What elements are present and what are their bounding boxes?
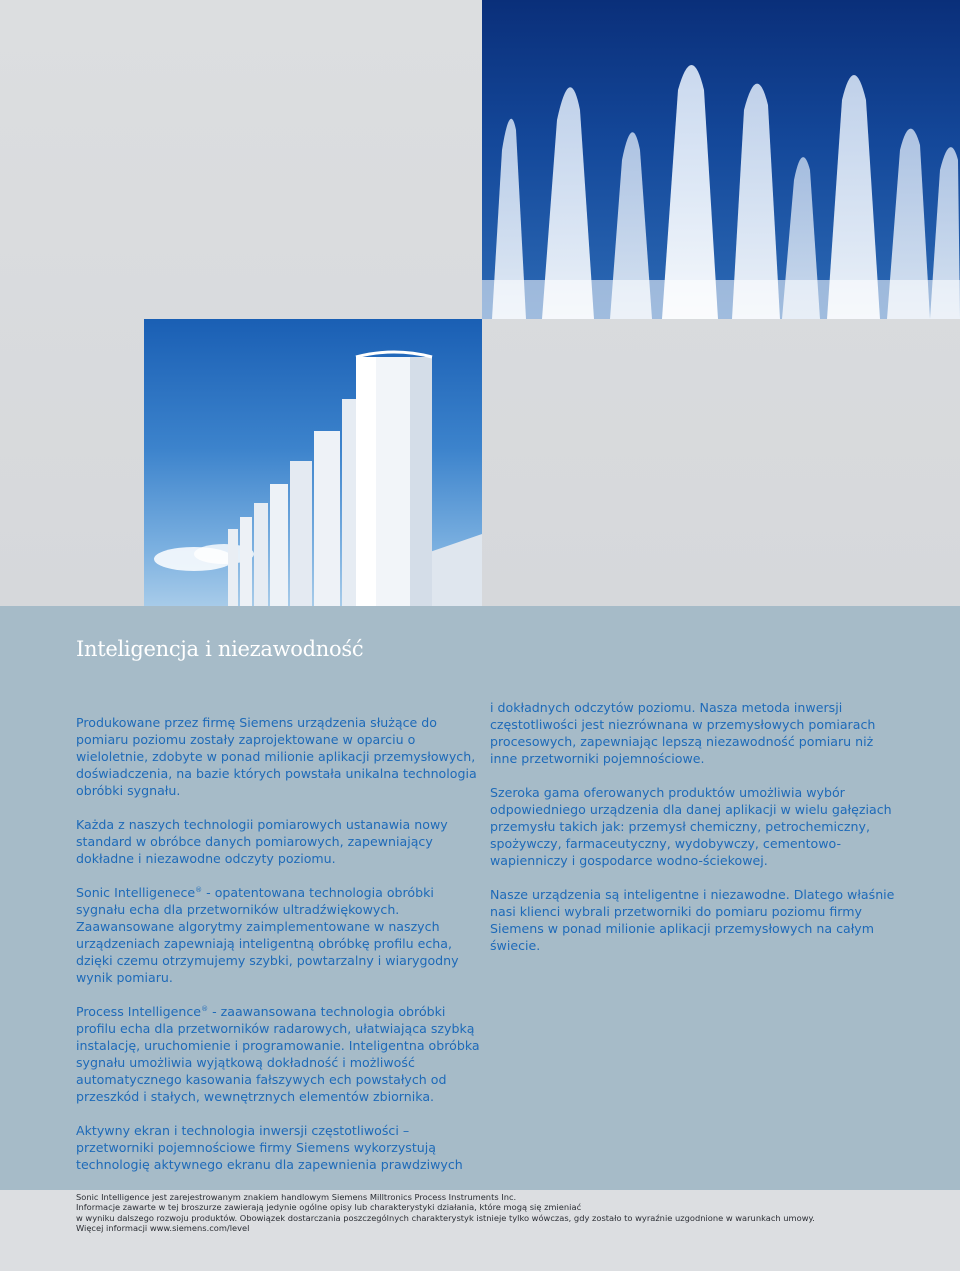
technology-paragraph: Każda z naszych technologii pomiarowych ustanawia nowy standard w obróbce danych pomiarowych, zapewniający dokładne i niezawodne odczyty poziomu.	[76, 817, 448, 866]
trademark-note: Sonic Intelligence jest zarejestrowanym znakiem handlowym Siemens Milltronics Process Instruments Inc.	[76, 1192, 517, 1202]
right-column	[490, 699, 900, 971]
more-info-link[interactable]: Więcej informacji www.siemens.com/level	[76, 1223, 250, 1234]
active-shield-paragraph: Aktywny ekran i technologia inwersji częstotliwości – przetworniki pojemnościowe firmy Siemens wykorzystują technologię aktywnego ekranu dla zapewnienia prawdziwych	[76, 1123, 463, 1172]
process-intelligence-paragraph	[76, 1003, 486, 1105]
left-column	[76, 714, 486, 1190]
disclaimer-line-2: w wyniku dalszego rozwoju produktów. Obowiązek dostarczania poszczególnych charakterystyk istnieje tylko wówczas, gdy zostało to wyraźnie uzgodnione w warunkach umowy.	[76, 1212, 815, 1223]
page-title: Inteligencja i niezawodność	[76, 637, 364, 661]
water-fountain-photo	[482, 0, 960, 319]
footer-notes	[76, 1192, 936, 1234]
product-range-paragraph: Szeroka gama oferowanych produktów umożliwia wybór odpowiedniego urządzenia dla danej aplikacji w wielu gałęziach przemysłu takich jak: przemysł chemiczny, petrochemiczny, spożywczy, farmaceutyczny, wydobywczy, cementowo-wapienniczy i gospodarce wodno-ściekowej.	[490, 785, 892, 868]
silo-illustration	[144, 319, 482, 606]
sonic-description: - opatentowana technologia obróbki sygnału echa dla przetworników ultradźwiękowych. Zaawansowane algorytmy zaimplementowane w naszych urządzeniach zapewniają inteligentną obróbkę profilu echa, dzięki czemu otrzymujemy szybki, powtarzalny i wiarygodny wynik pomiaru.	[76, 885, 459, 985]
registered-mark: ®	[195, 885, 203, 894]
sonic-intelligence-paragraph	[76, 884, 486, 986]
disclaimer-line-1: Informacje zawarte w tej broszurze zawierają jedynie ogólne opisy lub charakterystyki działania, które mogą się zmieniać	[76, 1202, 582, 1213]
intro-paragraph: Produkowane przez firmę Siemens urządzenia służące do pomiaru poziomu zostały zaprojektowane w oparciu o wieloletnie, zdobyte w ponad milionie aplikacji przemysłowych, doświadczenia, na bazie których powstała unikalna technologia obróbki sygnału.	[76, 715, 477, 798]
reliability-paragraph: Nasze urządzenia są inteligentne i niezawodne. Dlatego właśnie nasi klienci wybrali przetworniki do pomiaru poziomu firmy Siemens w ponad milionie aplikacji przemysłowych na całym świecie.	[490, 887, 895, 953]
process-brand: Process Intelligence	[76, 1004, 202, 1019]
silo-photo	[144, 319, 482, 606]
inversion-paragraph: i dokładnych odczytów poziomu. Nasza metoda inwersji częstotliwości jest niezrównana w przemysłowych pomiarach procesowych, zapewniając lepszą niezawodność pomiaru niż inne przetworniki pojemnościowe.	[490, 700, 876, 766]
sonic-brand: Sonic Intelligenece	[76, 885, 196, 900]
registered-mark: ®	[201, 1004, 209, 1013]
water-fountain-illustration	[482, 0, 960, 319]
process-description: - zaawansowana technologia obróbki profilu echa dla przetworników radarowych, ułatwiająca szybką instalację, uruchomienie i programowanie. Inteligentna obróbka sygnału umożliwia wyjątkową dokładność i możliwość automatycznego kasowania fałszywych ech powstałych od przeszkód i stałych, wewnętrznych elementów zbiornika.	[76, 1004, 480, 1104]
